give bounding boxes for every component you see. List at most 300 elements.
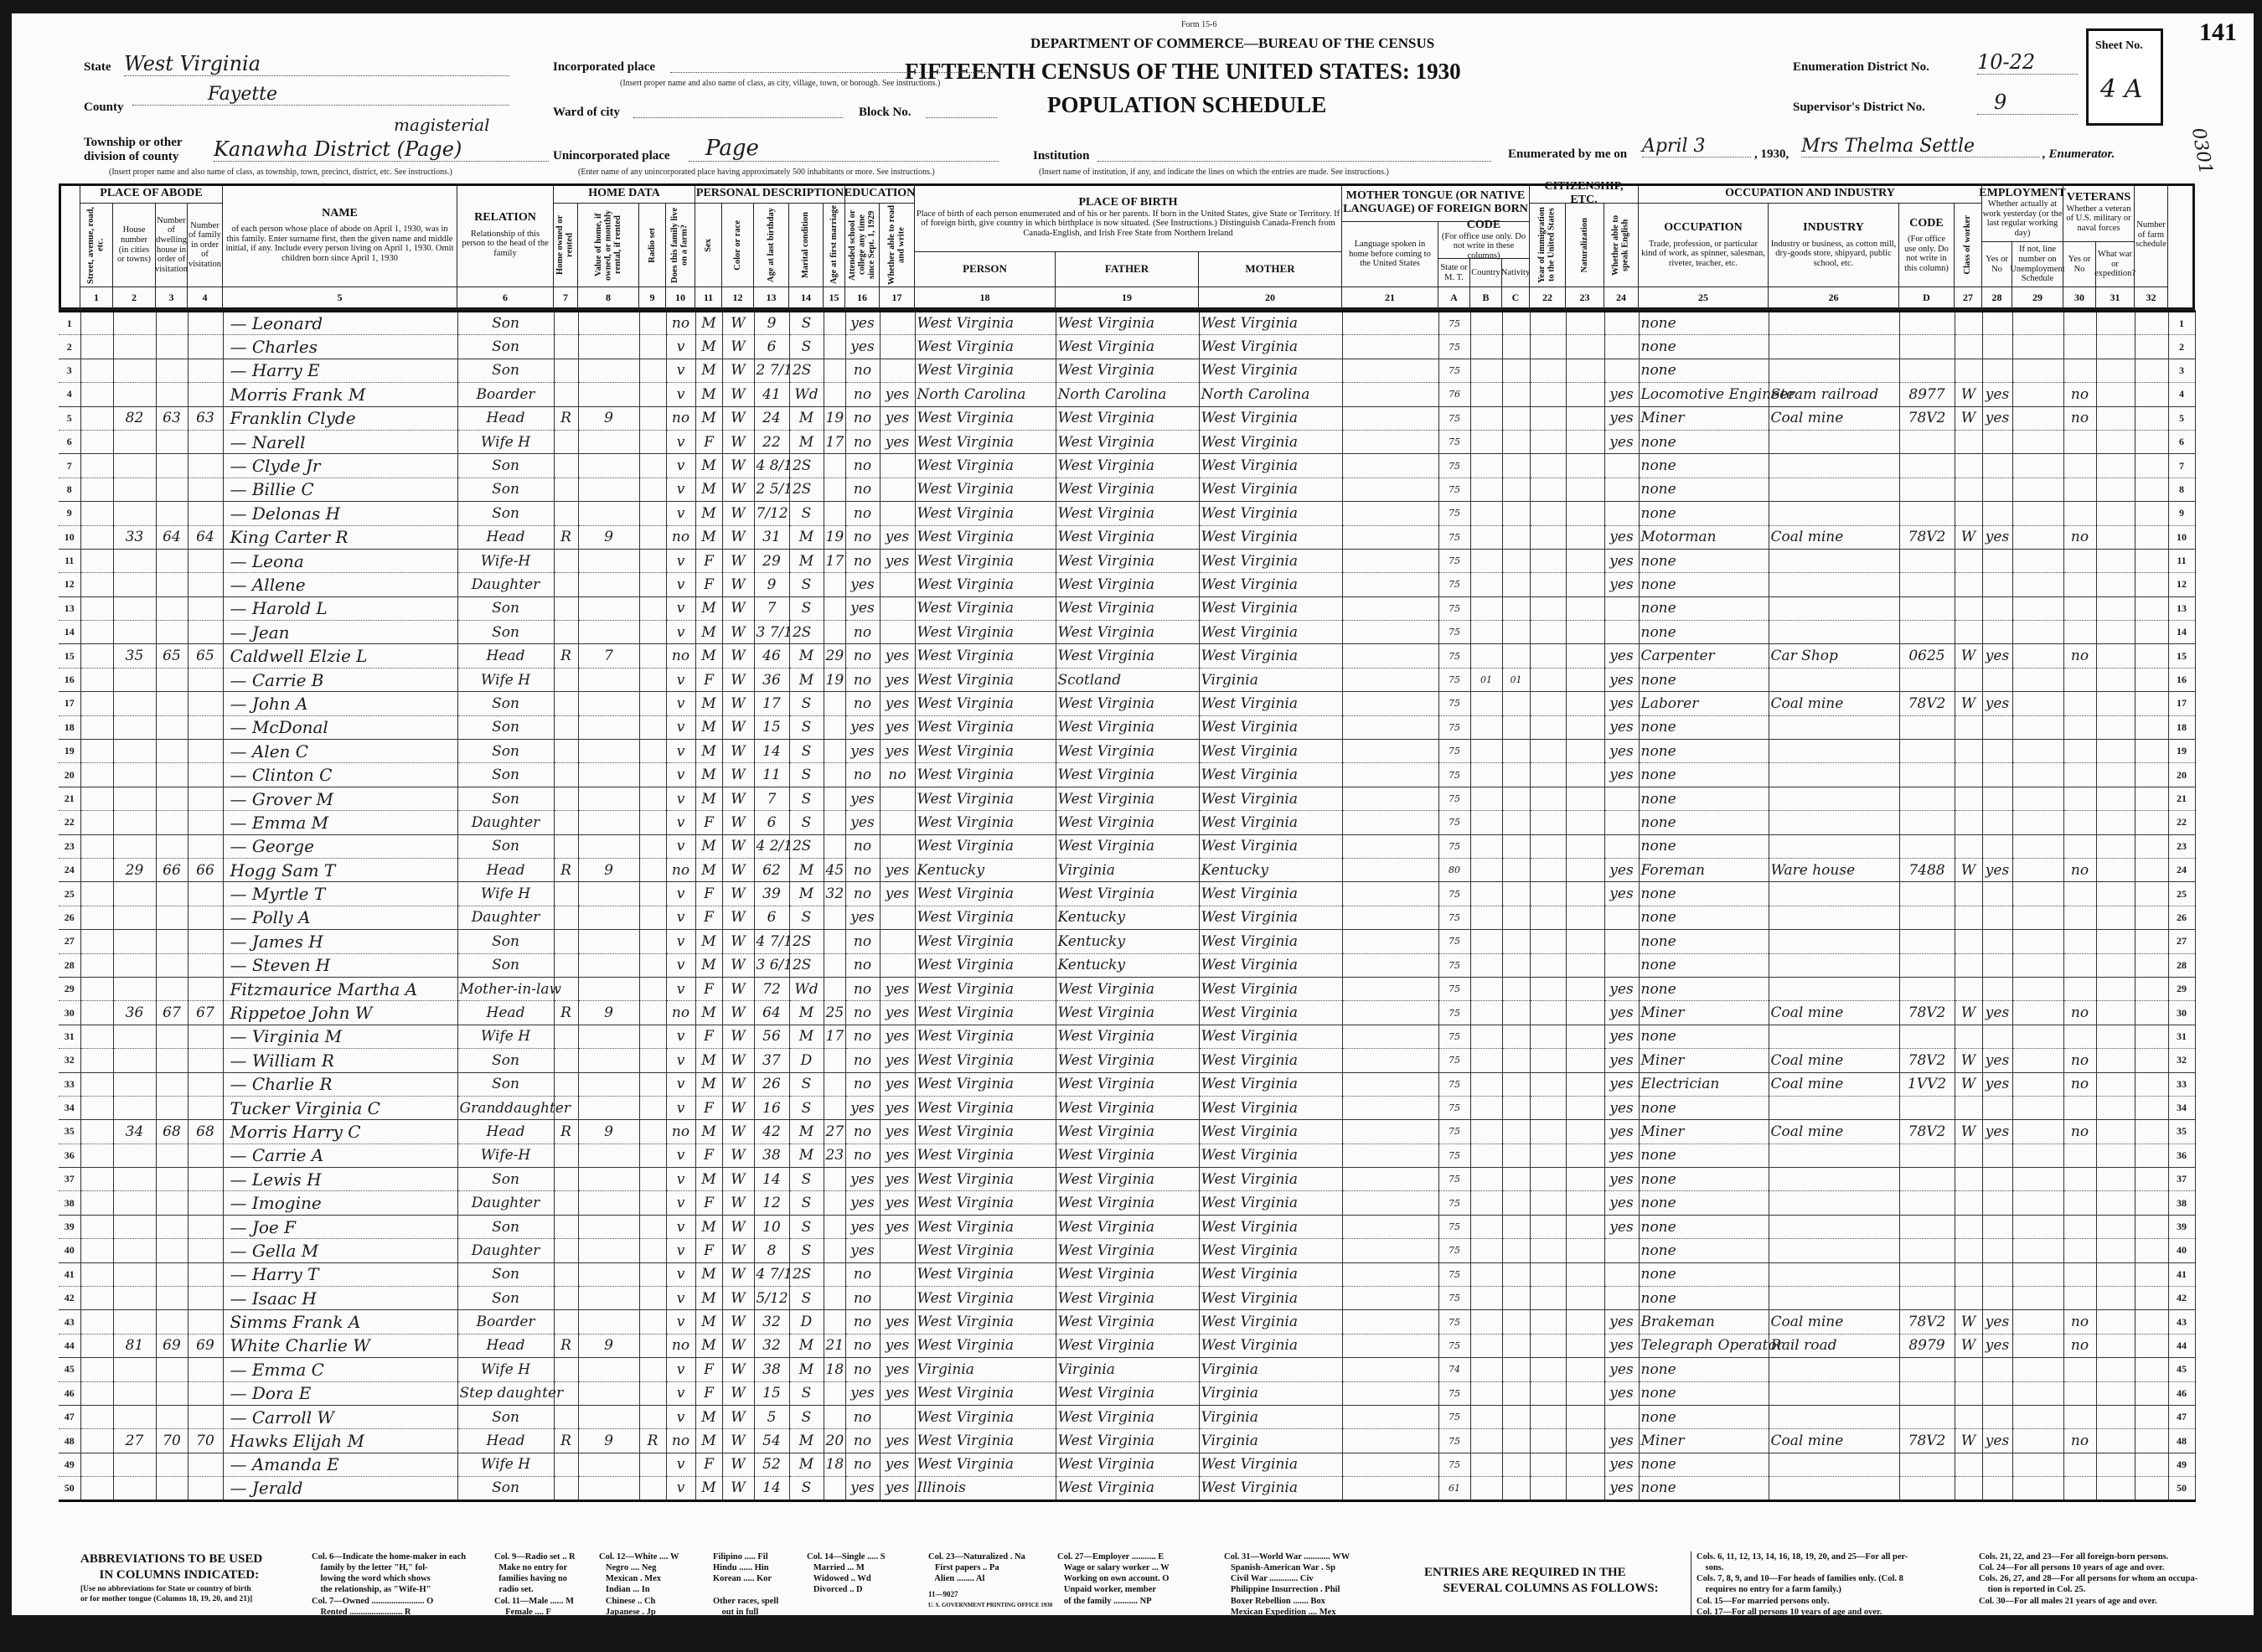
cell-code-d bbox=[1899, 1239, 1955, 1262]
cell-birthplace-person: West Virginia bbox=[915, 882, 1056, 906]
cell-name: — Billie C bbox=[223, 478, 457, 501]
column-header-name bbox=[223, 183, 457, 287]
cell-class-of-worker bbox=[1955, 740, 1982, 763]
cell-relation: Son bbox=[457, 502, 554, 525]
cell-marital-status: S bbox=[789, 740, 824, 763]
line-number: 50 bbox=[59, 1477, 80, 1500]
cell-sex: M bbox=[695, 834, 722, 858]
cell-birthplace-person: West Virginia bbox=[915, 740, 1056, 763]
cell-marital-status: D bbox=[789, 1310, 824, 1334]
cell-immigration-year bbox=[1530, 312, 1566, 335]
cell-marital-status: M bbox=[789, 1025, 824, 1048]
cell-home-tenure bbox=[554, 1049, 578, 1072]
cell-industry bbox=[1769, 1143, 1899, 1167]
cell-marital-status: S bbox=[789, 454, 824, 478]
cell-relation: Son bbox=[457, 953, 554, 977]
cell-race: W bbox=[722, 692, 754, 715]
cell-birthplace-mother: West Virginia bbox=[1199, 1334, 1342, 1357]
cell-immigration-year bbox=[1530, 1096, 1566, 1119]
cell-home-tenure bbox=[554, 596, 578, 620]
cell-war bbox=[2096, 502, 2135, 525]
cell-code-a: 75 bbox=[1438, 430, 1470, 453]
cell-at-work bbox=[1982, 1287, 2012, 1310]
cell-code-a: 75 bbox=[1438, 668, 1470, 691]
cell-home-value bbox=[578, 1072, 639, 1096]
column-title: RELATION bbox=[474, 211, 536, 225]
cell-street bbox=[80, 502, 113, 525]
cell-code-a: 75 bbox=[1438, 312, 1470, 335]
cell-code-a: 75 bbox=[1438, 740, 1470, 763]
cell-school: yes bbox=[845, 1168, 880, 1191]
cell-industry bbox=[1769, 834, 1899, 858]
cell-race: W bbox=[722, 953, 754, 977]
cell-mother-tongue bbox=[1342, 763, 1438, 787]
column-label: Does this family live on a farm? bbox=[670, 207, 689, 283]
cell-immigration-year bbox=[1530, 454, 1566, 478]
cell-code-b bbox=[1470, 478, 1502, 501]
cell-name: — Jean bbox=[223, 621, 457, 644]
cell-speaks-english: yes bbox=[1604, 1168, 1639, 1191]
cell-farm: v bbox=[666, 1096, 695, 1119]
cell-code-d: 78V2 bbox=[1899, 1001, 1955, 1025]
cell-street bbox=[80, 787, 113, 810]
cell-dwelling-number bbox=[156, 787, 188, 810]
cell-relation: Head bbox=[457, 1001, 554, 1025]
population-table bbox=[59, 310, 2196, 1502]
cell-birthplace-father: West Virginia bbox=[1056, 335, 1199, 359]
cell-code-c bbox=[1502, 1477, 1530, 1500]
supervisor-value: 9 bbox=[1977, 90, 2078, 115]
cell-sex: M bbox=[695, 1334, 722, 1357]
cell-class-of-worker bbox=[1955, 715, 1982, 739]
column-number-text: 13 bbox=[766, 292, 777, 304]
cell-class-of-worker bbox=[1955, 430, 1982, 453]
cell-birthplace-person: West Virginia bbox=[915, 1405, 1056, 1428]
cell-farm: v bbox=[666, 1191, 695, 1215]
cell-farm: no bbox=[666, 1120, 695, 1143]
cell-home-tenure bbox=[554, 335, 578, 359]
line-number-right: 28 bbox=[2168, 953, 2195, 977]
cell-at-work bbox=[1982, 454, 2012, 478]
cell-sex: F bbox=[695, 882, 722, 906]
cell-age: 6 bbox=[754, 906, 789, 929]
cell-name: — Isaac H bbox=[223, 1287, 457, 1310]
cell-industry bbox=[1769, 930, 1899, 953]
cell-street bbox=[80, 977, 113, 1000]
cell-occupation: none bbox=[1639, 1358, 1769, 1381]
cell-code-a: 75 bbox=[1438, 906, 1470, 929]
cell-veteran: no bbox=[2063, 406, 2096, 430]
cell-code-d bbox=[1899, 715, 1955, 739]
cell-unemployment-line bbox=[2012, 668, 2063, 691]
column-label: Age at last birthday bbox=[766, 208, 776, 282]
cell-code-d bbox=[1899, 1168, 1955, 1191]
unincorporated-value: Page bbox=[689, 136, 999, 162]
cell-family-number bbox=[188, 1096, 223, 1119]
cell-code-b bbox=[1470, 1072, 1502, 1096]
column-number-text: 3 bbox=[168, 292, 174, 304]
column-number-text: 4 bbox=[202, 292, 208, 304]
cell-relation: Son bbox=[457, 1072, 554, 1096]
line-number: 48 bbox=[59, 1429, 80, 1453]
cell-code-a: 75 bbox=[1438, 1381, 1470, 1405]
cell-class-of-worker bbox=[1955, 478, 1982, 501]
cell-radio-set bbox=[639, 383, 666, 406]
cell-war bbox=[2096, 1429, 2135, 1453]
cell-code-a: 75 bbox=[1438, 478, 1470, 501]
cell-house-number bbox=[113, 549, 156, 572]
cell-age: 36 bbox=[754, 668, 789, 691]
cell-home-value bbox=[578, 811, 639, 834]
cell-street bbox=[80, 906, 113, 929]
cell-code-a: 75 bbox=[1438, 977, 1470, 1000]
cell-code-b bbox=[1470, 1025, 1502, 1048]
cell-race: W bbox=[722, 1310, 754, 1334]
cell-farm: v bbox=[666, 811, 695, 834]
cell-birthplace-mother: West Virginia bbox=[1199, 1262, 1342, 1286]
cell-speaks-english bbox=[1604, 312, 1639, 335]
cell-age-first-marriage bbox=[824, 977, 845, 1000]
line-number-right: 4 bbox=[2168, 383, 2195, 406]
cell-name: — Leonard bbox=[223, 312, 457, 335]
cell-relation: Mother-in-law bbox=[457, 977, 554, 1000]
cell-birthplace-father: West Virginia bbox=[1056, 1143, 1199, 1167]
cell-marital-status: M bbox=[789, 406, 824, 430]
cell-veteran bbox=[2063, 1381, 2096, 1405]
column-number-text: 6 bbox=[503, 292, 508, 304]
cell-war bbox=[2096, 1120, 2135, 1143]
print-code: 11—9027 bbox=[928, 1590, 958, 1598]
cell-relation: Son bbox=[457, 335, 554, 359]
cell-immigration-year bbox=[1530, 1215, 1566, 1238]
cell-code-c bbox=[1502, 621, 1530, 644]
cell-speaks-english bbox=[1604, 930, 1639, 953]
cell-sex: F bbox=[695, 1453, 722, 1476]
group-place-of-abode bbox=[80, 183, 223, 204]
cell-read-write: yes bbox=[880, 383, 915, 406]
cell-mother-tongue bbox=[1342, 692, 1438, 715]
cell-birthplace-mother: West Virginia bbox=[1199, 1215, 1342, 1238]
cell-birthplace-person: West Virginia bbox=[915, 1215, 1056, 1238]
cell-marital-status: S bbox=[789, 692, 824, 715]
cell-occupation: Electrician bbox=[1639, 1072, 1769, 1096]
cell-birthplace-father: West Virginia bbox=[1056, 834, 1199, 858]
cell-home-tenure bbox=[554, 1477, 578, 1500]
cell-unemployment-line bbox=[2012, 1096, 2063, 1119]
cell-age: 14 bbox=[754, 1477, 789, 1500]
cell-unemployment-line bbox=[2012, 882, 2063, 906]
line-number: 47 bbox=[59, 1405, 80, 1428]
line-number-right: 49 bbox=[2168, 1453, 2195, 1476]
cell-occupation: none bbox=[1639, 953, 1769, 977]
cell-relation: Son bbox=[457, 454, 554, 478]
cell-industry: Coal mine bbox=[1769, 1120, 1899, 1143]
cell-code-d bbox=[1899, 953, 1955, 977]
cell-race: W bbox=[722, 1096, 754, 1119]
cell-marital-status: S bbox=[789, 930, 824, 953]
cell-farm-schedule bbox=[2135, 1049, 2168, 1072]
cell-family-number bbox=[188, 573, 223, 596]
cell-industry: Coal mine bbox=[1769, 1072, 1899, 1096]
cell-family-number bbox=[188, 312, 223, 335]
cell-farm: v bbox=[666, 383, 695, 406]
cell-farm-schedule bbox=[2135, 359, 2168, 382]
column-header-occupation bbox=[1639, 204, 1769, 287]
cell-race: W bbox=[722, 930, 754, 953]
cell-birthplace-father: West Virginia bbox=[1056, 1310, 1199, 1334]
cell-name: — Virginia M bbox=[223, 1025, 457, 1048]
cell-read-write: yes bbox=[880, 1334, 915, 1357]
cell-home-tenure bbox=[554, 621, 578, 644]
cell-code-b bbox=[1470, 906, 1502, 929]
cell-war bbox=[2096, 1025, 2135, 1048]
legend-col14: Col. 14—Single ..... S Married ... M Widowed .. Wd Divorced .. D bbox=[807, 1552, 886, 1595]
cell-family-number bbox=[188, 1191, 223, 1215]
cell-age-first-marriage: 19 bbox=[824, 668, 845, 691]
cell-code-d: 8977 bbox=[1899, 383, 1955, 406]
cell-age-first-marriage bbox=[824, 1262, 845, 1286]
cell-home-value bbox=[578, 1191, 639, 1215]
cell-class-of-worker bbox=[1955, 906, 1982, 929]
cell-house-number bbox=[113, 1049, 156, 1072]
cell-code-b bbox=[1470, 1143, 1502, 1167]
cell-industry bbox=[1769, 1477, 1899, 1500]
table-row bbox=[59, 383, 2195, 406]
cell-farm: v bbox=[666, 359, 695, 382]
line-number: 43 bbox=[59, 1310, 80, 1334]
cell-farm-schedule bbox=[2135, 1334, 2168, 1357]
cell-street bbox=[80, 858, 113, 881]
cell-house-number bbox=[113, 1096, 156, 1119]
enumerator-name: Mrs Thelma Settle bbox=[1801, 136, 2040, 157]
cell-mother-tongue bbox=[1342, 502, 1438, 525]
cell-farm: no bbox=[666, 1001, 695, 1025]
cell-code-c bbox=[1502, 383, 1530, 406]
cell-code-c bbox=[1502, 596, 1530, 620]
column-label: Value of home, if owned, or monthly rental, if rented bbox=[593, 209, 622, 281]
cell-naturalization bbox=[1566, 787, 1604, 810]
cell-school: no bbox=[845, 1001, 880, 1025]
cell-industry: Coal mine bbox=[1769, 1049, 1899, 1072]
cell-dwelling-number bbox=[156, 668, 188, 691]
cell-veteran: no bbox=[2063, 1120, 2096, 1143]
cell-school: no bbox=[845, 383, 880, 406]
cell-unemployment-line bbox=[2012, 1049, 2063, 1072]
cell-house-number bbox=[113, 882, 156, 906]
cell-birthplace-mother: West Virginia bbox=[1199, 763, 1342, 787]
cell-birthplace-father: West Virginia bbox=[1056, 1239, 1199, 1262]
cell-birthplace-father: Kentucky bbox=[1056, 953, 1199, 977]
cell-code-d bbox=[1899, 1025, 1955, 1048]
cell-age-first-marriage bbox=[824, 1477, 845, 1500]
cell-war bbox=[2096, 596, 2135, 620]
cell-dwelling-number bbox=[156, 1215, 188, 1238]
cell-naturalization bbox=[1566, 525, 1604, 549]
cell-code-a: 75 bbox=[1438, 1072, 1470, 1096]
cell-age: 46 bbox=[754, 644, 789, 668]
cell-street bbox=[80, 454, 113, 478]
cell-code-c bbox=[1502, 906, 1530, 929]
column-label: What war or expedition? bbox=[2094, 250, 2135, 279]
cell-home-tenure bbox=[554, 906, 578, 929]
cell-age: 15 bbox=[754, 1381, 789, 1405]
cell-home-value bbox=[578, 621, 639, 644]
cell-farm: v bbox=[666, 596, 695, 620]
cell-marital-status: S bbox=[789, 1191, 824, 1215]
cell-veteran bbox=[2063, 478, 2096, 501]
cell-code-d: 78V2 bbox=[1899, 1310, 1955, 1334]
cell-age-first-marriage bbox=[824, 1072, 845, 1096]
cell-code-c bbox=[1502, 1453, 1530, 1476]
line-number-right: 33 bbox=[2168, 1072, 2195, 1096]
cell-code-a: 75 bbox=[1438, 834, 1470, 858]
cell-occupation: none bbox=[1639, 359, 1769, 382]
column-label: FATHER bbox=[1104, 262, 1149, 276]
cell-home-tenure bbox=[554, 430, 578, 453]
cell-street bbox=[80, 668, 113, 691]
cell-immigration-year bbox=[1530, 787, 1566, 810]
line-number: 31 bbox=[59, 1025, 80, 1048]
cell-sex: F bbox=[695, 977, 722, 1000]
cell-house-number bbox=[113, 1262, 156, 1286]
cell-unemployment-line bbox=[2012, 906, 2063, 929]
cell-code-c bbox=[1502, 1310, 1530, 1334]
cell-family-number bbox=[188, 1049, 223, 1072]
cell-name: — John A bbox=[223, 692, 457, 715]
cell-occupation: none bbox=[1639, 1381, 1769, 1405]
cell-immigration-year bbox=[1530, 359, 1566, 382]
cell-code-b bbox=[1470, 1453, 1502, 1476]
column-number bbox=[722, 287, 754, 310]
cell-industry bbox=[1769, 359, 1899, 382]
cell-farm-schedule bbox=[2135, 573, 2168, 596]
cell-read-write: yes bbox=[880, 1096, 915, 1119]
table-row bbox=[59, 1287, 2195, 1310]
cell-birthplace-mother: West Virginia bbox=[1199, 787, 1342, 810]
cell-code-a: 75 bbox=[1438, 1191, 1470, 1215]
cell-naturalization bbox=[1566, 1334, 1604, 1357]
cell-house-number bbox=[113, 573, 156, 596]
line-number: 45 bbox=[59, 1358, 80, 1381]
cell-relation: Head bbox=[457, 858, 554, 881]
cell-class-of-worker bbox=[1955, 1215, 1982, 1238]
cell-age: 7 bbox=[754, 787, 789, 810]
cell-sex: M bbox=[695, 478, 722, 501]
cell-class-of-worker bbox=[1955, 882, 1982, 906]
cell-age: 12 bbox=[754, 1191, 789, 1215]
cell-age: 7/12 bbox=[754, 502, 789, 525]
cell-at-work bbox=[1982, 740, 2012, 763]
cell-veteran: no bbox=[2063, 1072, 2096, 1096]
cell-code-c bbox=[1502, 953, 1530, 977]
cell-naturalization bbox=[1566, 1096, 1604, 1119]
cell-speaks-english: yes bbox=[1604, 692, 1639, 715]
cell-war bbox=[2096, 1239, 2135, 1262]
cell-age-first-marriage: 23 bbox=[824, 1143, 845, 1167]
cell-street bbox=[80, 478, 113, 501]
column-header-age bbox=[754, 204, 789, 287]
cell-dwelling-number bbox=[156, 1239, 188, 1262]
table-row bbox=[59, 312, 2195, 335]
column-header-birthplace-mother bbox=[1199, 252, 1342, 287]
line-number-right: 40 bbox=[2168, 1239, 2195, 1262]
cell-read-write: yes bbox=[880, 1191, 915, 1215]
cell-age: 31 bbox=[754, 525, 789, 549]
cell-birthplace-father: West Virginia bbox=[1056, 525, 1199, 549]
cell-name: Morris Harry C bbox=[223, 1120, 457, 1143]
line-number-right: 6 bbox=[2168, 430, 2195, 453]
cell-house-number bbox=[113, 1072, 156, 1096]
cell-street bbox=[80, 1239, 113, 1262]
column-header-war bbox=[2096, 242, 2135, 287]
cell-home-tenure bbox=[554, 1453, 578, 1476]
cell-home-tenure bbox=[554, 882, 578, 906]
cell-mother-tongue bbox=[1342, 621, 1438, 644]
cell-read-write: yes bbox=[880, 692, 915, 715]
cell-veteran bbox=[2063, 811, 2096, 834]
cell-age: 15 bbox=[754, 715, 789, 739]
cell-radio-set bbox=[639, 763, 666, 787]
cell-dwelling-number bbox=[156, 1262, 188, 1286]
cell-dwelling-number: 66 bbox=[156, 858, 188, 881]
cell-home-value bbox=[578, 1477, 639, 1500]
cell-family-number bbox=[188, 1381, 223, 1405]
cell-naturalization bbox=[1566, 715, 1604, 739]
column-label: Number of family in order of visitation bbox=[188, 220, 222, 269]
cell-veteran bbox=[2063, 763, 2096, 787]
cell-war bbox=[2096, 1168, 2135, 1191]
table-row bbox=[59, 1477, 2195, 1500]
cell-age: 14 bbox=[754, 1168, 789, 1191]
cell-veteran: no bbox=[2063, 1001, 2096, 1025]
cell-street bbox=[80, 312, 113, 335]
cell-class-of-worker: W bbox=[1955, 692, 1982, 715]
column-header-farm bbox=[666, 204, 695, 287]
cell-code-b bbox=[1470, 1049, 1502, 1072]
cell-birthplace-father: West Virginia bbox=[1056, 811, 1199, 834]
cell-home-value bbox=[578, 549, 639, 572]
table-row bbox=[59, 1191, 2195, 1215]
cell-class-of-worker bbox=[1955, 977, 1982, 1000]
group-mother-tongue-or-native-language-of-foreign-born bbox=[1342, 183, 1530, 222]
cell-sex: M bbox=[695, 1477, 722, 1500]
cell-naturalization bbox=[1566, 834, 1604, 858]
cell-sex: F bbox=[695, 1358, 722, 1381]
cell-read-write bbox=[880, 811, 915, 834]
cell-speaks-english bbox=[1604, 1405, 1639, 1428]
enumerated-date: April 3 bbox=[1642, 136, 1751, 157]
cell-home-tenure bbox=[554, 1287, 578, 1310]
cell-immigration-year bbox=[1530, 740, 1566, 763]
cell-home-value bbox=[578, 1453, 639, 1476]
line-number: 27 bbox=[59, 930, 80, 953]
cell-code-c bbox=[1502, 787, 1530, 810]
cell-house-number bbox=[113, 1405, 156, 1428]
table-row bbox=[59, 1025, 2195, 1048]
cell-speaks-english: yes bbox=[1604, 1001, 1639, 1025]
cell-radio-set bbox=[639, 1096, 666, 1119]
column-number bbox=[554, 287, 578, 310]
cell-code-d bbox=[1899, 930, 1955, 953]
cell-birthplace-mother: West Virginia bbox=[1199, 1025, 1342, 1048]
cell-naturalization bbox=[1566, 1001, 1604, 1025]
cell-occupation: none bbox=[1639, 596, 1769, 620]
cell-code-c bbox=[1502, 1120, 1530, 1143]
column-number bbox=[578, 287, 639, 310]
cell-name: Simms Frank A bbox=[223, 1310, 457, 1334]
column-title: INDUSTRY bbox=[1803, 221, 1864, 235]
cell-immigration-year bbox=[1530, 1143, 1566, 1167]
